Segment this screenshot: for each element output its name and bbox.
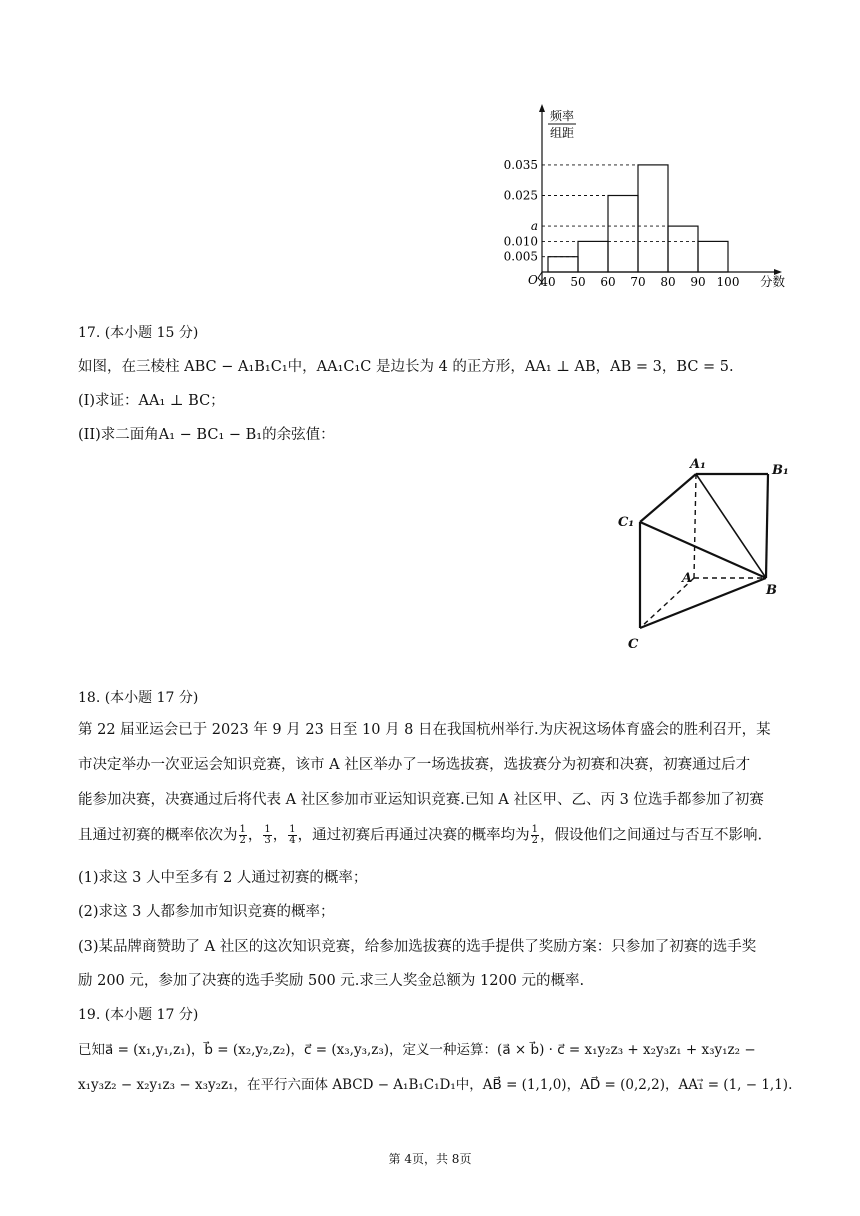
origin-label: O — [528, 273, 538, 287]
histogram-bar-40-50 — [548, 257, 578, 272]
q17-part2: (II)求二面角A₁ − BC₁ − B₁的余弦值： — [78, 427, 335, 443]
x-axis-label: 分数 — [760, 274, 786, 289]
q18-sub-3b: 励 200 元，参加了决赛的选手奖励 500 元.求三人奖金总额为 1200 元的概率. — [78, 973, 585, 989]
q18-para-4c: ，假设他们之间通过与否互不影响. — [540, 827, 763, 844]
q18-sub-1: (1)求这 3 人中至多有 2 人通过初赛的概率； — [78, 870, 368, 886]
fraction-1-4: $\frac{1}{4}$ — [289, 824, 296, 846]
page-footer: 第 4页，共 8页 — [388, 1152, 472, 1166]
x-tick-label: 80 — [660, 275, 676, 289]
q17-statement: 如图，在三棱柱 ABC − A₁B₁C₁中，AA₁C₁C 是边长为 4 的正方形，AA₁ ⊥ AB，AB = 3，BC = 5. — [78, 359, 734, 375]
y-axis-arrow — [539, 104, 545, 112]
x-tick-label: 50 — [570, 275, 586, 289]
q19-line-1: 已知a⃗ = (x₁,y₁,z₁)，b⃗ = (x₂,y₂,z₂)，c⃗ = (x₃,y₃,z₃)，定义一种运算：(a⃗ × b⃗) · c⃗ = x₁y₂z₃ + x₂y₃z₁ + x₃y₁z₂ − — [78, 1042, 756, 1058]
vertex-a: A — [682, 571, 693, 586]
x-tick-label: 70 — [630, 275, 646, 289]
vertex-c: C — [628, 637, 639, 652]
vertex-b: B — [766, 583, 777, 598]
q18-para-4: 且通过初赛的概率依次为 $\frac{1}{2}$ ， $\frac{1}{3}$ ， $\frac{1}{4}$ ，通过初赛后再通过决赛的概率均为 $\frac{1}{2}$ ，假设他们之间通过与否互不影响. — [78, 824, 763, 846]
y-tick-label: 0.005 — [503, 249, 538, 264]
q19-line-2: x₁y₃z₂ − x₂y₁z₃ − x₃y₂z₁，在平行六面体 ABCD − A₁B₁C₁D₁中，AB⃗ = (1,1,0)，AD⃗ = (0,2,2)，AA₁⃗ = (1, − 1,1). — [78, 1077, 793, 1093]
q18-para-3: 能参加决赛，决赛通过后将代表 A 社区参加市亚运知识竞赛.已知 A 社区甲、乙、丙 3 位选手都参加了初赛 — [78, 792, 764, 808]
histogram-bar-60-70 — [608, 196, 638, 273]
q18-sub-3a: (3)某品牌商赞助了 A 社区的这次知识竞赛，给参加选拔赛的选手提供了奖励方案：只参加了初赛的选手奖 — [78, 939, 757, 955]
y-tick-label: 0.035 — [503, 157, 538, 172]
y-tick-label: 0.010 — [503, 234, 538, 249]
y-axis-label-bottom: 组距 — [550, 126, 575, 140]
y-tick-label: 0.025 — [503, 188, 538, 203]
fraction-1-2-final: $\frac{1}{2}$ — [531, 824, 538, 846]
x-tick-label: 40 — [540, 275, 556, 289]
prism-figure — [612, 452, 812, 652]
x-tick-label: 90 — [690, 275, 706, 289]
histogram-bar-80-90 — [668, 226, 698, 272]
histogram-bar-90-100 — [698, 241, 728, 272]
q18-para-4b: ，通过初赛后再通过决赛的概率均为 — [297, 827, 530, 844]
q17-header: 17. (本小题 15 分) — [78, 325, 199, 341]
frequency-histogram — [490, 100, 790, 300]
q18-header: 18. (本小题 17 分) — [78, 690, 199, 706]
y-axis-label-top: 频率 — [550, 109, 575, 123]
q17-part1: (I)求证：AA₁ ⊥ BC； — [78, 393, 225, 409]
histogram-bar-70-80 — [638, 165, 668, 272]
q18-para-1: 第 22 届亚运会已于 2023 年 9 月 23 日至 10 月 8 日在我国杭州举行.为庆祝这场体育盛会的胜利召开，某 — [78, 722, 771, 738]
x-tick-label: 100 — [716, 275, 740, 289]
vertex-b1: B₁ — [772, 463, 789, 478]
q19-header: 19. (本小题 17 分) — [78, 1007, 199, 1023]
fraction-1-3: $\frac{1}{3}$ — [264, 824, 271, 846]
q18-para-4a: 且通过初赛的概率依次为 — [78, 827, 238, 844]
histogram-bar-50-60 — [578, 241, 608, 272]
vertex-a1: A₁ — [690, 457, 706, 472]
x-tick-label: 60 — [600, 275, 616, 289]
vertex-c1: C₁ — [618, 515, 635, 530]
q18-sub-2: (2)求这 3 人都参加市知识竞赛的概率； — [78, 904, 335, 920]
fraction-1-2: $\frac{1}{2}$ — [239, 824, 246, 846]
y-tick-label: a — [530, 219, 538, 234]
q18-para-2: 市决定举办一次亚运会知识竞赛，该市 A 社区举办了一场选拔赛，选拔赛分为初赛和决赛，初赛通过后才 — [78, 757, 751, 773]
